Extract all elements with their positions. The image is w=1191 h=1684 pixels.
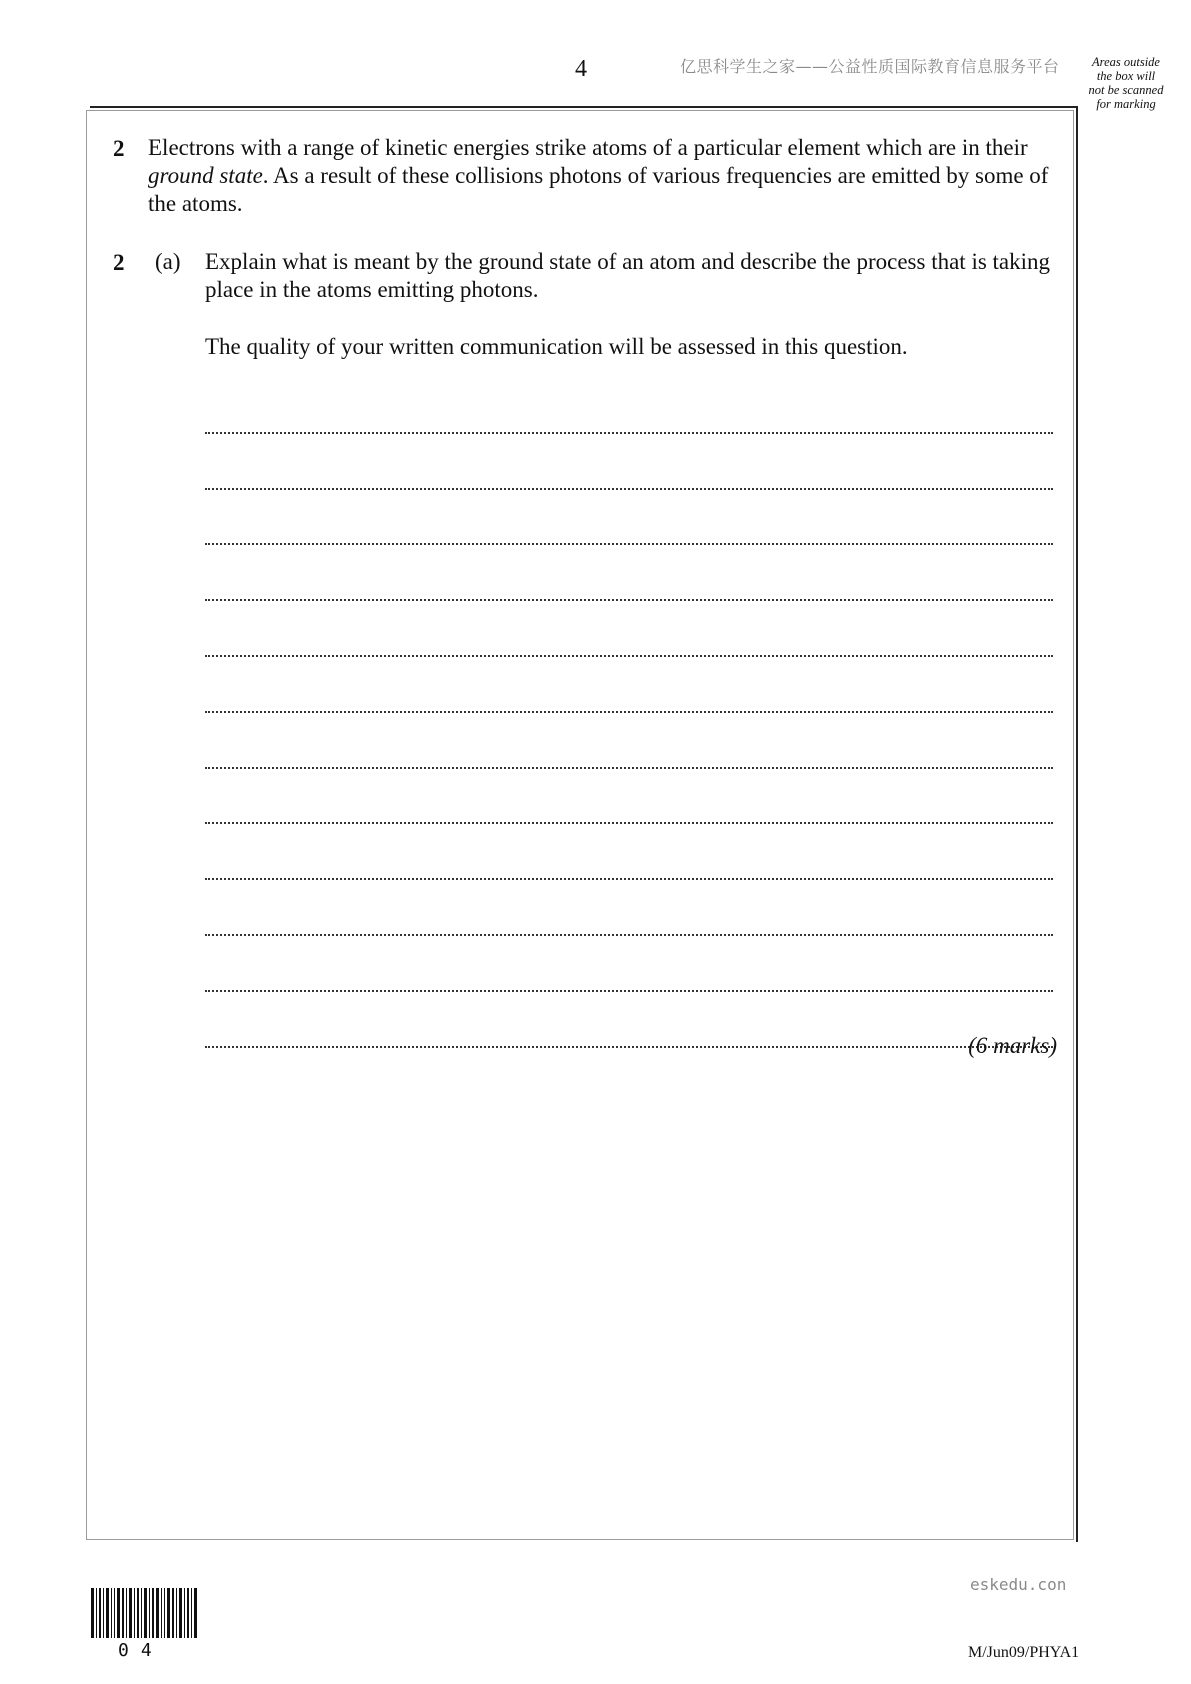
margin-note-line: for marking (1096, 97, 1156, 111)
answer-line[interactable] (205, 434, 1053, 490)
intro-text-end: . As a result of these collisions photons of various frequencies are emitted by some of the atoms. (148, 163, 1049, 216)
page-number: 4 (575, 56, 587, 82)
site-watermark: eskedu.con (970, 1575, 1067, 1594)
answer-line[interactable] (205, 490, 1053, 546)
answer-line[interactable] (205, 824, 1053, 880)
qwc-note: The quality of your written communication will be assessed in this question. (205, 334, 908, 359)
answer-line[interactable] (205, 769, 1053, 825)
part-text: Explain what is meant by the ground state of an atom and describe the process that is taking place in the atoms emitting photons. (205, 249, 1051, 302)
question-number: 2 (113, 136, 125, 161)
question-intro (148, 134, 1060, 218)
margin-rule (1076, 106, 1078, 1542)
marks-label: (6 marks) (968, 1033, 1057, 1058)
margin-note (1076, 55, 1176, 111)
top-rule (90, 106, 1077, 108)
answer-line[interactable] (205, 657, 1053, 713)
answer-line[interactable] (205, 601, 1053, 657)
answer-line[interactable] (205, 992, 1053, 1048)
answer-lines (205, 378, 1053, 1048)
intro-italic-term: ground state (148, 163, 263, 188)
margin-note-line: Areas outside (1092, 55, 1160, 69)
answer-line[interactable] (205, 378, 1053, 434)
paper-reference: M/Jun09/PHYA1 (968, 1644, 1080, 1661)
answer-line[interactable] (205, 880, 1053, 936)
part-label: (a) (155, 249, 181, 274)
watermark-text: 亿思科学生之家——公益性质国际教育信息服务平台 (680, 57, 1060, 76)
margin-note-line: not be scanned (1088, 83, 1164, 97)
margin-note-line: the box will (1096, 69, 1156, 83)
answer-line[interactable] (205, 936, 1053, 992)
answer-line[interactable] (205, 713, 1053, 769)
intro-text: Electrons with a range of kinetic energies strike atoms of a particular element which are in their (148, 135, 1028, 160)
barcode-icon (91, 1588, 199, 1638)
barcode-digits: 04 (118, 1640, 164, 1661)
part-question-number: 2 (113, 250, 125, 275)
answer-line[interactable] (205, 545, 1053, 601)
